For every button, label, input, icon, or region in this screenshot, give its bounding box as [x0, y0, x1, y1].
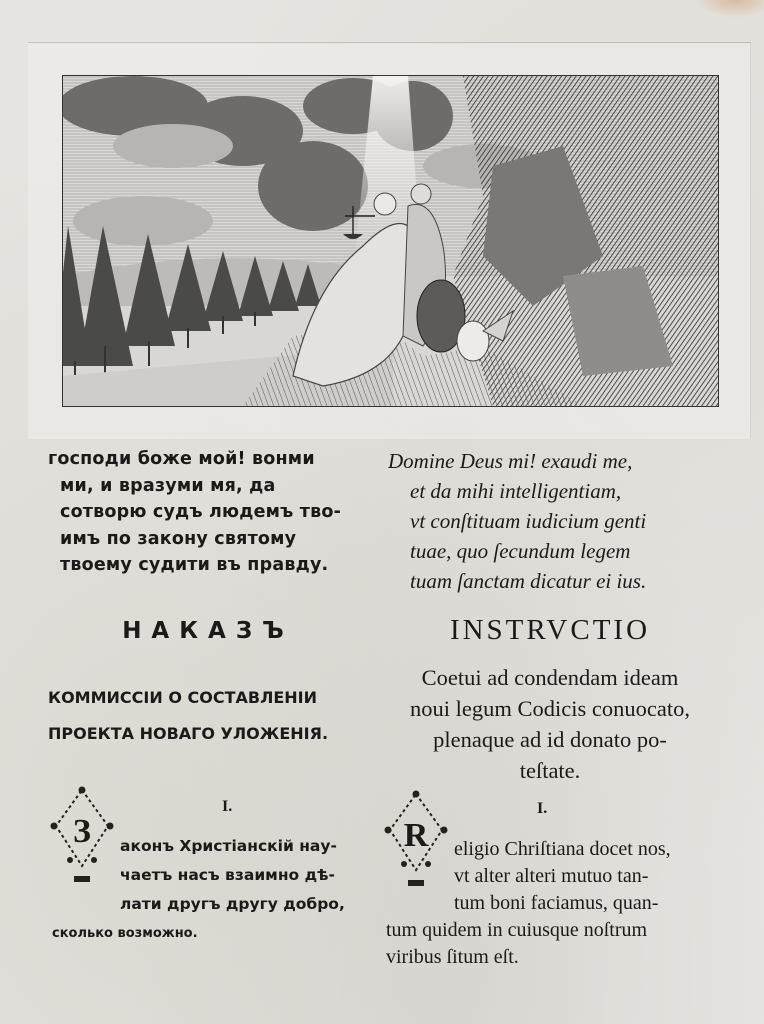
russian-verse-line: ми, и вразуми мя, да [60, 475, 276, 496]
russian-drop-cap-letter: З [73, 813, 91, 850]
russian-body-line: сколько возможно. [52, 926, 198, 941]
latin-subtitle-line: teſtate. [519, 758, 581, 783]
russian-title: НАКАЗЪ [122, 618, 294, 644]
engraving-illustration [62, 75, 719, 407]
latin-verse-line: tuam ſanctam dicatur ei ius. [410, 569, 647, 593]
latin-article-text [386, 836, 712, 971]
latin-body-line: tum quidem in cuiusque noſtrum [386, 919, 648, 941]
russian-body-line: аконъ Христіанскій нау- [120, 837, 337, 855]
russian-verse [48, 446, 368, 579]
russian-subtitle-line: ПРОЕКТА НОВАГО УЛОЖЕНІЯ. [48, 724, 329, 743]
paper-stain [694, 0, 764, 18]
latin-subtitle [388, 662, 712, 786]
russian-body-line: лати другъ другу добро, [120, 895, 345, 913]
latin-verse-line: vt conſtituam iudicium genti [410, 509, 647, 533]
russian-verse-line: господи боже мой! вонми [48, 449, 315, 469]
latin-body-line: eligio Chriſtiana docet nos, [454, 838, 671, 860]
russian-body-line: чаетъ насъ взаимно дѣ- [120, 866, 335, 884]
russian-verse-line: твоему судити въ правду. [60, 555, 329, 575]
latin-verse-line: Domine Deus mi! exaudi me, [388, 449, 633, 473]
russian-article-number: I. [222, 798, 233, 815]
russian-article-text [52, 832, 370, 948]
latin-verse-line: tuae, quo ſecundum legem [410, 539, 631, 563]
latin-article-number: I. [537, 800, 548, 817]
latin-verse [388, 446, 712, 596]
latin-subtitle-line: Coetui ad condendam ideam [421, 665, 679, 690]
latin-body-line: vt alter alteri mutuo tan- [454, 865, 649, 887]
russian-subtitle [48, 680, 368, 752]
russian-verse-line: имъ по закону святому [60, 528, 297, 549]
latin-subtitle-line: noui legum Codicis conuocato, [410, 696, 690, 721]
latin-body-line: viribus ſitum eſt. [386, 946, 519, 968]
latin-body-line: tum boni faciamus, quan- [454, 892, 659, 914]
latin-title: INSTRVCTIO [449, 614, 651, 646]
russian-subtitle-line: КОММИССІИ О СОСТАВЛЕНІИ [48, 688, 318, 707]
latin-verse-line: et da mihi intelligentiam, [410, 479, 622, 503]
latin-subtitle-line: plenaque ad id donato po- [433, 727, 667, 752]
latin-drop-cap-letter: R [403, 817, 429, 854]
russian-verse-line: сотворю судъ людемъ тво- [60, 502, 342, 522]
